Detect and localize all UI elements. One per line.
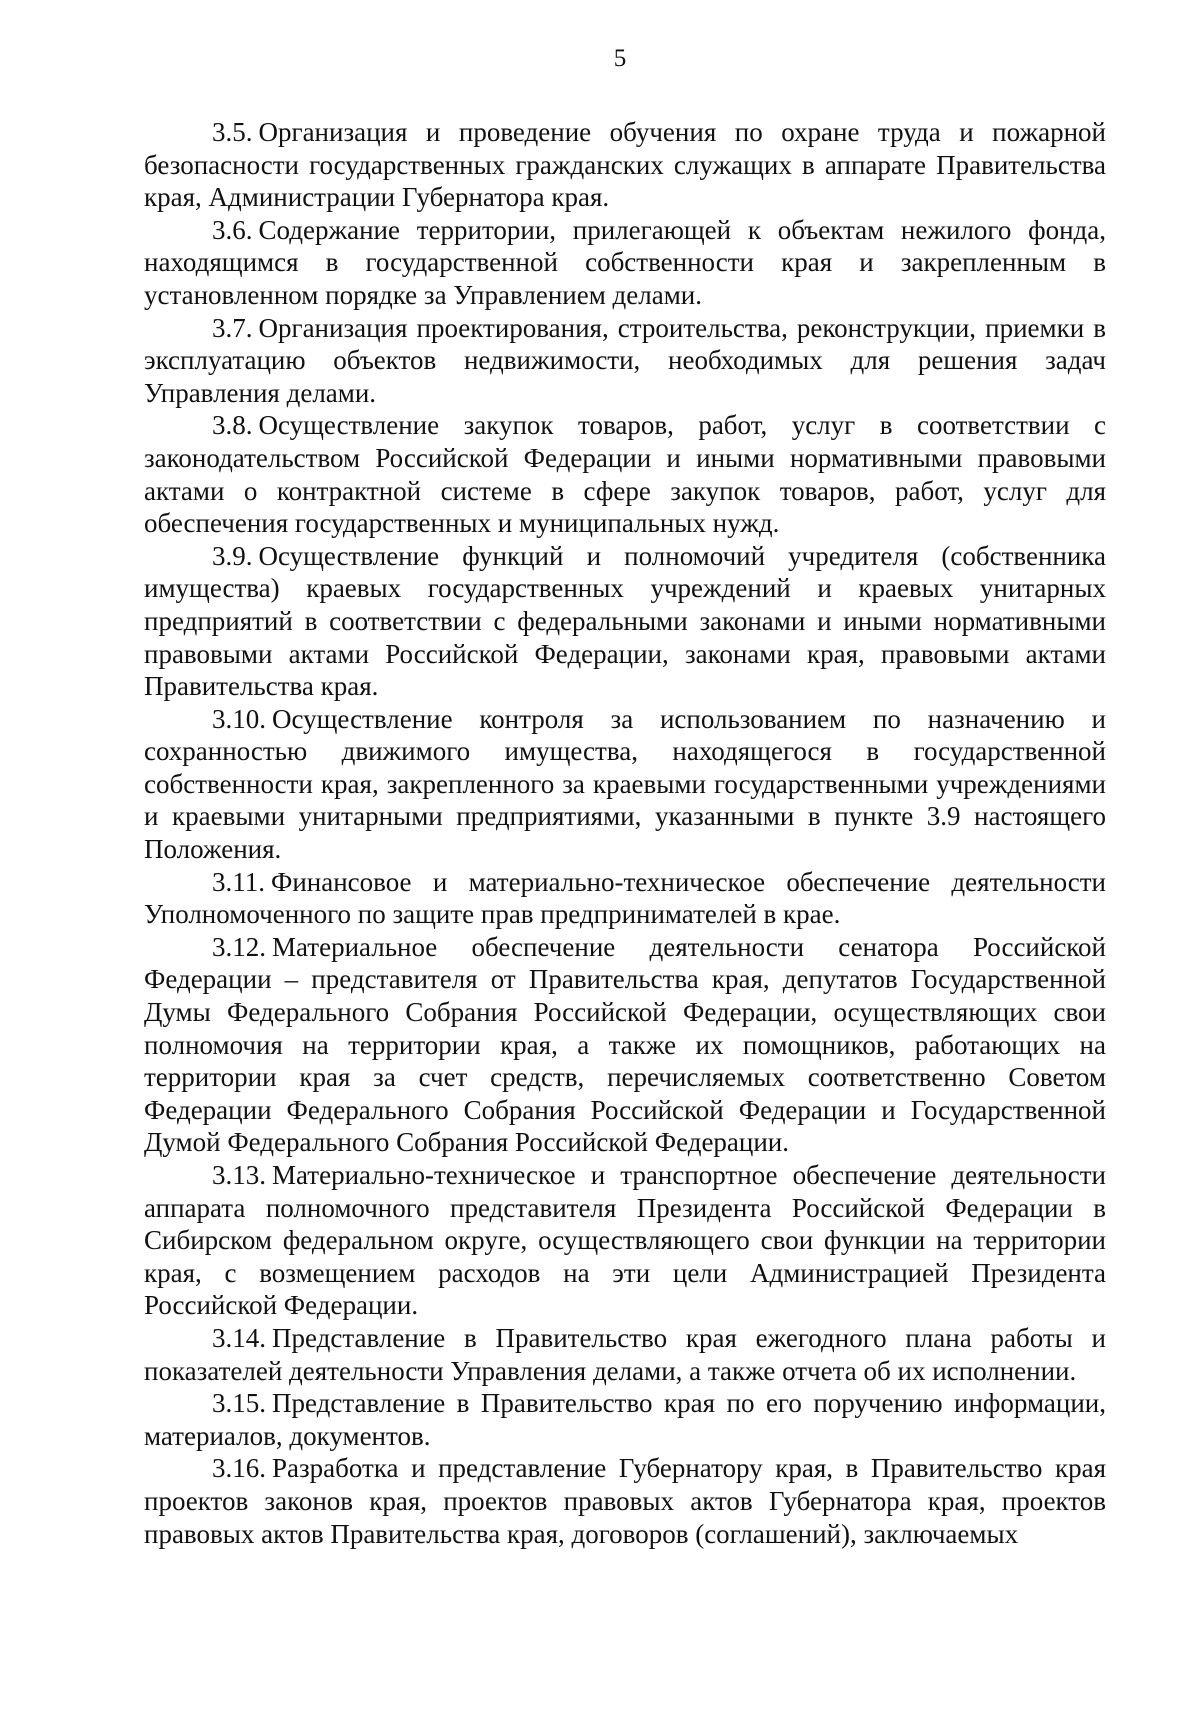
paragraph-3-6	[144, 214, 1106, 312]
paragraph-number: 3.9.	[212, 540, 253, 571]
paragraph-number: 3.13.	[212, 1160, 266, 1190]
paragraph-text: Материально-техническое и транспортное обеспечение деятельности аппарата полномочного представителя Президента Российской Федерации в Сибирском федеральном округе, осуществляющего свои функции на территории края, с возмещением расходов на эти цели Администрацией Президента Российской Федерации.	[144, 1160, 1106, 1321]
paragraph-text: Осуществление закупок товаров, работ, услуг в соответствии с законодательством Российской Федерации и иными нормативными правовыми актами о контрактной системе в сфере закупок товаров, работ, услуг для обеспечения государственных и муниципальных нужд.	[144, 410, 1106, 539]
paragraph-text: Представление в Правительство края ежегодного плана работы и показателей деятельности Управления делами, а также отчета об их исполнении.	[144, 1322, 1106, 1386]
paragraph-3-13	[144, 1159, 1106, 1322]
paragraph-text: Финансовое и материально-техническое обеспечение деятельности Уполномоченного по защите прав предпринимателей в крае.	[144, 866, 1106, 930]
paragraph-number: 3.12.	[212, 931, 266, 962]
paragraph-3-9	[144, 540, 1106, 703]
page-number: 5	[613, 45, 627, 72]
paragraph-text: Организация проектирования, строительства, реконструкции, приемки в эксплуатацию объектов недвижимости, необходимых для решения задач Управления делами.	[144, 312, 1106, 408]
paragraph-3-14	[144, 1322, 1106, 1387]
paragraph-3-16	[144, 1452, 1106, 1550]
paragraph-number: 3.6.	[212, 214, 253, 245]
paragraph-text: Осуществление функций и полномочий учредителя (собственника имущества) краевых государственных учреждений и краевых унитарных предприятий в соответствии с федеральными законами и иными нормативными правовыми актами Российской Федерации, законами края, правовыми актами Правительства края.	[144, 540, 1106, 702]
paragraph-3-8	[144, 409, 1106, 539]
paragraph-text: Представление в Правительство края по его поручению информации, материалов, документов.	[144, 1388, 1106, 1451]
paragraph-text: Организация и проведение обучения по охране труда и пожарной безопасности государственных гражданских служащих в аппарате Правительства края, Администрации Губернатора края.	[144, 117, 1106, 213]
paragraph-text: Осуществление контроля за использованием по назначению и сохранностью движимого имущества, находящегося в государственной собственности края, закрепленного за краевыми государственными учреждениями и краевыми унитарными предприятиями, указанными в пункте 3.9 настоящего Положения.	[144, 703, 1106, 865]
document-body	[144, 116, 1106, 1550]
paragraph-number: 3.8.	[212, 410, 253, 441]
paragraph-number: 3.5.	[212, 117, 253, 147]
paragraph-3-15	[144, 1387, 1106, 1452]
paragraph-number: 3.14.	[212, 1322, 266, 1353]
paragraph-text: Содержание территории, прилегающей к объектам нежилого фонда, находящимся в государственной собственности края и закрепленным в установленном порядке за Управлением делами.	[144, 214, 1106, 310]
paragraph-number: 3.11.	[212, 866, 265, 897]
paragraph-3-7	[144, 312, 1106, 410]
paragraph-3-10	[144, 703, 1106, 866]
paragraph-number: 3.15.	[212, 1388, 266, 1419]
paragraph-text: Материальное обеспечение деятельности сенатора Российской Федерации – представителя от Правительства края, депутатов Государственной Думы Федерального Собрания Российской Федерации, осуществляющих свои полномочия на территории края, а также их помощников, работающих на территории края за счет средств, перечисляемых соответственно Советом Федерации Федерального Собрания Российской Федерации и Государственной Думой Федерального Собрания Российской Федерации.	[144, 931, 1106, 1158]
paragraph-number: 3.10.	[212, 703, 266, 734]
paragraph-number: 3.16.	[212, 1453, 266, 1484]
paragraph-number: 3.7.	[212, 312, 253, 343]
paragraph-text: Разработка и представление Губернатору края, в Правительство края проектов законов края, проектов правовых актов Губернатора края, проектов правовых актов Правительства края, договоров (соглашений), заключаемых	[144, 1453, 1106, 1549]
paragraph-3-5	[144, 116, 1106, 214]
paragraph-3-11	[144, 866, 1106, 931]
paragraph-3-12	[144, 931, 1106, 1159]
